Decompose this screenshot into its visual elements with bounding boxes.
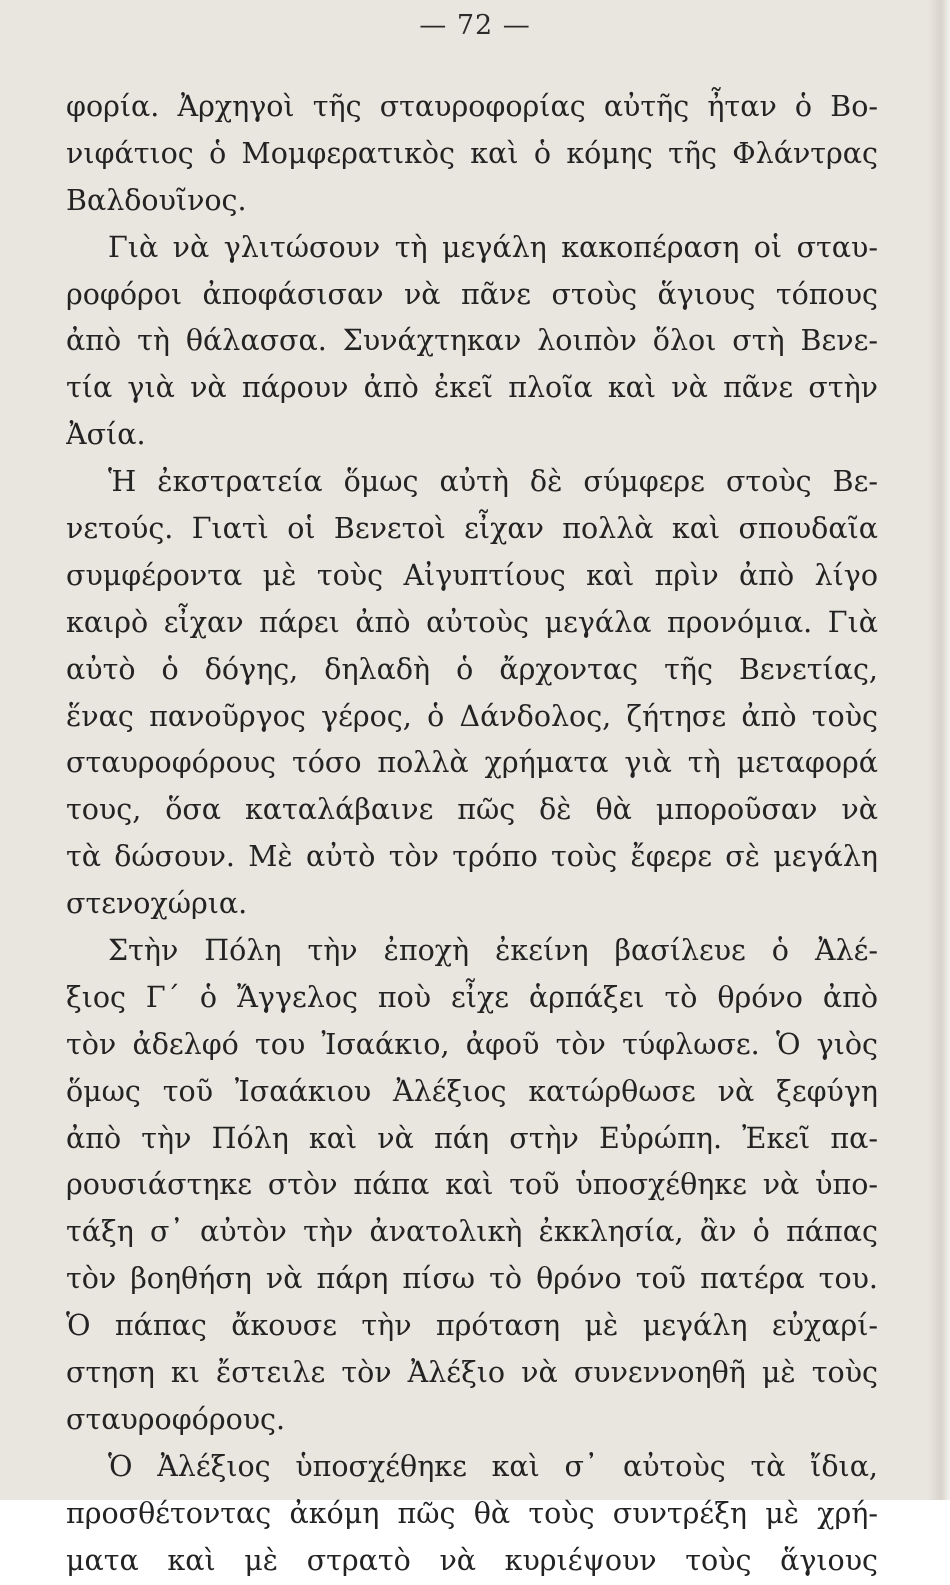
text-line: τὸν ἀδελφό του Ἰσαάκιο, ἀφοῦ τὸν τύφλωσε. Ὁ γιὸς xyxy=(66,1027,878,1061)
text-line: στηση κι ἔστειλε τὸν Ἀλέξιο νὰ συνεννοηθῆ μὲ τοὺς xyxy=(66,1356,878,1390)
body-text xyxy=(66,84,878,1585)
text-line: Ἡ ἐκστρατεία ὅμως αὐτὴ δὲ σύμφερε στοὺς Βε- xyxy=(108,465,878,499)
text-line: νετούς. Γιατὶ οἱ Βενετοὶ εἶχαν πολλὰ καὶ σπουδαῖα xyxy=(66,512,878,546)
text-line: Ὁ Ἀλέξιος ὑποσχέθηκε καὶ σ᾽ αὐτοὺς τὰ ἴδια, xyxy=(108,1449,878,1483)
text-line: ματα καὶ μὲ στρατὸ νὰ κυριέψουν τοὺς ἅγιους xyxy=(66,1543,878,1577)
text-line: τὰ δώσουν. Μὲ αὐτὸ τὸν τρόπο τοὺς ἔφερε σὲ μεγάλη xyxy=(66,840,878,874)
text-line: αὐτὸ ὁ δόγης, δηλαδὴ ὁ ἄρχοντας τῆς Βενετίας, xyxy=(66,652,878,686)
text-line: ροφόροι ἀποφάσισαν νὰ πᾶνε στοὺς ἅγιους τόπους xyxy=(66,277,878,311)
text-line: ὅμως τοῦ Ἰσαάκιου Ἀλέξιος κατώρθωσε νὰ ξεφύγη xyxy=(66,1074,878,1108)
text-line: Στὴν Πόλη τὴν ἐποχὴ ἐκείνη βασίλευε ὁ Ἀλέ- xyxy=(108,934,878,968)
text-line: Ἀσία. xyxy=(66,418,146,452)
text-line: σταυροφόρους. xyxy=(66,1402,286,1436)
text-line: ρουσιάστηκε στὸν πάπα καὶ τοῦ ὑποσχέθηκε νὰ ὑπο- xyxy=(66,1168,878,1202)
text-line: νιφάτιος ὁ Μομφερατικὸς καὶ ὁ κόμης τῆς Φλάντρας xyxy=(66,136,878,170)
text-line: προσθέτοντας ἀκόμη πῶς θὰ τοὺς συντρέξη μὲ χρή- xyxy=(66,1496,878,1530)
text-line: τὸν βοηθήση νὰ πάρη πίσω τὸ θρόνο τοῦ πατέρα του. xyxy=(66,1262,878,1296)
text-line: ἀπὸ τὴ θάλασσα. Συνάχτηκαν λοιπὸν ὅλοι στὴ Βενε- xyxy=(66,324,878,358)
text-line: Βαλδουῖνος. xyxy=(66,183,247,217)
page-number: — 72 — xyxy=(419,10,531,41)
text-line: ἀπὸ τὴν Πόλη καὶ νὰ πάη στὴν Εὐρώπη. Ἐκεῖ πα- xyxy=(66,1121,878,1155)
text-line: ἕνας πανοῦργος γέρος, ὁ Δάνδολος, ζήτησε ἀπὸ τοὺς xyxy=(66,699,878,733)
page-edge-shadow xyxy=(928,0,950,1500)
text-line: τους, ὅσα καταλάβαινε πῶς δὲ θὰ μποροῦσαν νὰ xyxy=(66,793,878,827)
text-line: συμφέροντα μὲ τοὺς Αἰγυπτίους καὶ πρὶν ἀπὸ λίγο xyxy=(66,558,878,592)
text-line: τάξη σ᾽ αὐτὸν τὴν ἀνατολικὴ ἐκκλησία, ἂν ὁ πάπας xyxy=(66,1215,878,1249)
text-line: ξιος Γ΄ ὁ Ἄγγελος ποὺ εἶχε ἁρπάξει τὸ θρόνο ἀπὸ xyxy=(66,980,878,1014)
text-line: στενοχώρια. xyxy=(66,887,248,921)
text-line: φορία. Ἀρχηγοὶ τῆς σταυροφορίας αὐτῆς ἦταν ὁ Βο- xyxy=(66,90,878,123)
text-line: Γιὰ νὰ γλιτώσουν τὴ μεγάλη κακοπέραση οἱ σταυ- xyxy=(108,230,878,264)
text-line: τία γιὰ νὰ πάρουν ἀπὸ ἐκεῖ πλοῖα καὶ νὰ πᾶνε στὴν xyxy=(66,371,878,405)
text-line: σταυροφόρους τόσο πολλὰ χρήματα γιὰ τὴ μεταφορά xyxy=(66,746,878,780)
text-line: καιρὸ εἶχαν πάρει ἀπὸ αὐτοὺς μεγάλα προνόμια. Γιὰ xyxy=(66,605,878,639)
text-line: Ὁ πάπας ἄκουσε τὴν πρόταση μὲ μεγάλη εὐχαρί- xyxy=(66,1309,878,1343)
